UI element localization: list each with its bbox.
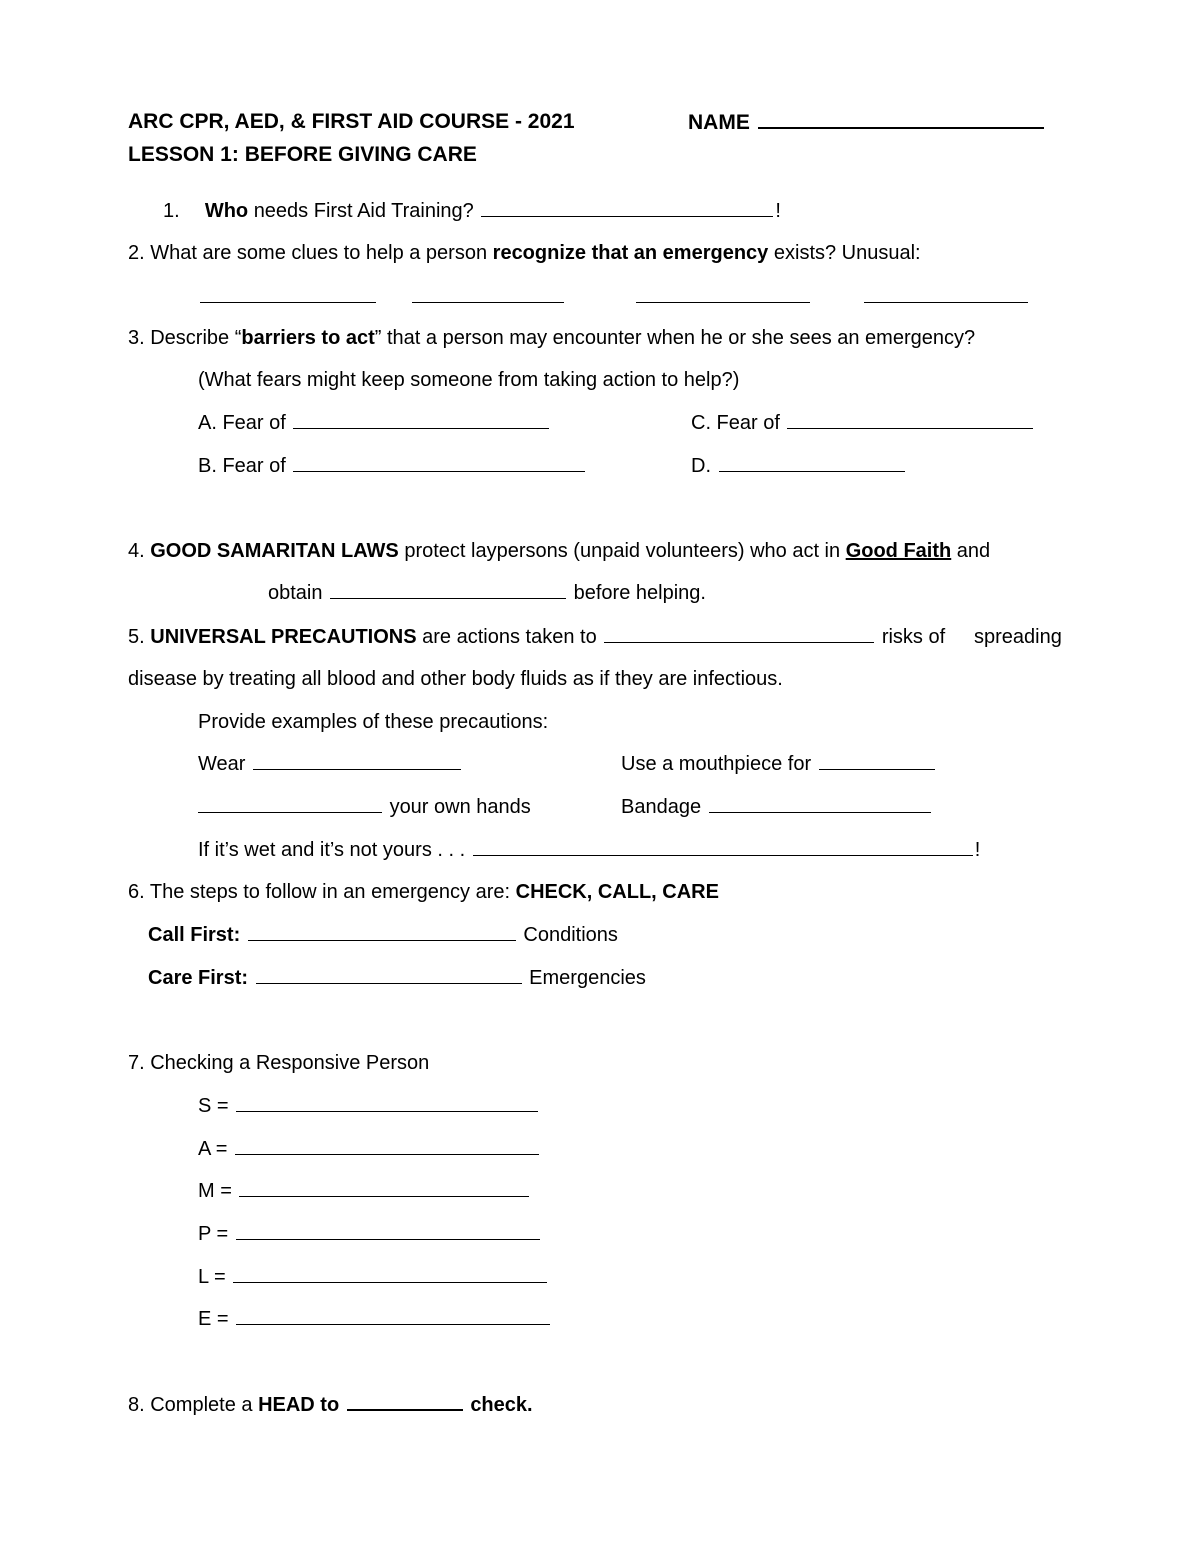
course-title: ARC CPR, AED, & FIRST AID COURSE - 2021 (128, 110, 575, 133)
q2-blank-1[interactable] (200, 284, 376, 303)
q3-c-blank[interactable] (787, 410, 1033, 429)
q7-row-a (198, 1136, 541, 1162)
question-8 (128, 1391, 533, 1418)
q5-mouthpiece-blank[interactable] (819, 751, 935, 770)
q7-row-m (198, 1178, 531, 1204)
q3-suffix: ” that a person may encounter when he or she sees an emergency? (374, 327, 976, 349)
q6-care-first: Care First: Emergencies (148, 967, 646, 989)
q7-letter: S = (198, 1095, 229, 1117)
q5-line2: disease by treating all blood and other body fluids as if they are infectious. (128, 668, 783, 690)
q5-wear-blank[interactable] (253, 751, 461, 770)
q2-suffix: exists? Unusual: (773, 242, 921, 264)
q4-before: before helping. (573, 582, 706, 604)
q7-row-e (198, 1306, 552, 1332)
q3-b-blank[interactable] (293, 453, 585, 472)
q2-blank-4[interactable] (864, 284, 1028, 303)
q7-letter: P = (198, 1223, 229, 1245)
q3-d-label: D. (691, 455, 711, 477)
q7-letter: E = (198, 1308, 229, 1330)
question-6 (128, 879, 719, 905)
question-4 (128, 538, 990, 564)
q6-call-first-label: Call First (148, 924, 234, 946)
q6-bold: CHECK, CALL, CARE (515, 881, 719, 903)
q3-sub: (What fears might keep someone from taking action to help?) (198, 369, 740, 391)
q3-c (691, 410, 1035, 436)
q3-a (198, 410, 551, 436)
question-3 (128, 325, 975, 351)
q3-c-label: C. Fear of (691, 412, 780, 434)
q5-wet-end: ! (974, 839, 981, 861)
q7-letter: A = (198, 1138, 228, 1160)
lesson-title: LESSON 1: BEFORE GIVING CARE (128, 143, 477, 166)
q3-d (691, 453, 907, 479)
q7-blank[interactable] (236, 1093, 538, 1112)
q4-and: and (956, 540, 991, 562)
question-1 (163, 198, 781, 224)
q7-letter: M = (198, 1180, 232, 1202)
name-field[interactable] (688, 109, 1046, 136)
q8-suffix: check. (470, 1394, 533, 1416)
q5-mouthpiece (621, 751, 937, 777)
q5-spreading: spreading (974, 626, 1062, 648)
q5-text: are actions taken to (422, 626, 597, 648)
q2-blank-3[interactable] (636, 284, 810, 303)
q7-blank[interactable] (239, 1178, 529, 1197)
q5-wet (198, 837, 980, 863)
q7-blank[interactable] (235, 1136, 539, 1155)
q2-prefix: 2. What are some clues to help a person (128, 242, 488, 264)
q8-blank[interactable] (347, 1391, 463, 1411)
q5-hands-label: your own hands (389, 796, 531, 818)
q5-mouthpiece-label: Use a mouthpiece for (621, 753, 812, 775)
q3-a-label: A. Fear of (198, 412, 286, 434)
q4-obtain: obtain (268, 582, 323, 604)
q3-a-blank[interactable] (293, 410, 549, 429)
q5-wear-label: Wear (198, 753, 246, 775)
q5-hands-blank[interactable] (198, 794, 382, 813)
q6-care-first-blank[interactable] (256, 965, 522, 984)
q3-b (198, 453, 587, 479)
question-7: 7. Checking a Responsive Person (128, 1052, 430, 1074)
q4-text: protect laypersons (unpaid volunteers) who act in (404, 540, 841, 562)
q6-call-first-blank[interactable] (248, 922, 516, 941)
q2-bold: recognize that an emergency (492, 242, 769, 264)
name-label: NAME (688, 111, 750, 134)
q3-prefix: 3. Describe “ (128, 327, 242, 349)
q5-bandage (621, 794, 933, 820)
q3-bold: barriers to act (241, 327, 375, 349)
q4-line2 (268, 580, 706, 606)
q1-number: 1. (163, 200, 180, 222)
q6-emergencies: Emergencies (529, 967, 646, 989)
q5-risks: risks of (881, 626, 946, 648)
q2-blank-2[interactable] (412, 284, 564, 303)
q5-hands (198, 794, 531, 820)
q5-bandage-blank[interactable] (709, 794, 931, 813)
q4-blank[interactable] (330, 580, 566, 599)
q5-blank[interactable] (604, 624, 874, 643)
q5-bold: UNIVERSAL PRECAUTIONS (150, 626, 417, 648)
q4-good-faith: Good Faith (845, 540, 952, 562)
q7-row-l (198, 1264, 549, 1290)
q7-blank[interactable] (236, 1221, 540, 1240)
q1-end: ! (775, 200, 781, 222)
name-blank[interactable] (758, 109, 1044, 129)
q6-call-first: Call First: Conditions (148, 924, 618, 946)
q5-bandage-label: Bandage (621, 796, 702, 818)
q1-text: needs First Aid Training? (253, 200, 474, 222)
q5-wet-blank[interactable] (473, 837, 973, 856)
question-5 (128, 624, 945, 650)
q8-bold: HEAD to (258, 1394, 340, 1416)
q4-num: 4. (128, 540, 145, 562)
q7-letter: L = (198, 1266, 226, 1288)
q6-care-first-label: Care First (148, 967, 242, 989)
q7-blank[interactable] (236, 1306, 550, 1325)
q3-b-label: B. Fear of (198, 455, 286, 477)
q4-bold: GOOD SAMARITAN LAWS (150, 540, 399, 562)
q6-prefix: 6. The steps to follow in an emergency are: (128, 881, 511, 903)
q3-d-blank[interactable] (719, 453, 905, 472)
q1-bold: Who (204, 200, 249, 222)
q5-num: 5. (128, 626, 145, 648)
q7-blank[interactable] (233, 1264, 547, 1283)
q8-prefix: 8. Complete a (128, 1394, 253, 1416)
q7-row-p (198, 1221, 542, 1247)
q6-conditions: Conditions (523, 924, 618, 946)
q5-wet-label: If it’s wet and it’s not yours . . . (198, 839, 466, 861)
q7-row-s (198, 1093, 540, 1119)
q1-blank[interactable] (481, 198, 773, 217)
question-2 (128, 240, 921, 266)
q5-wear (198, 751, 463, 777)
q5-examples: Provide examples of these precautions: (198, 711, 549, 733)
